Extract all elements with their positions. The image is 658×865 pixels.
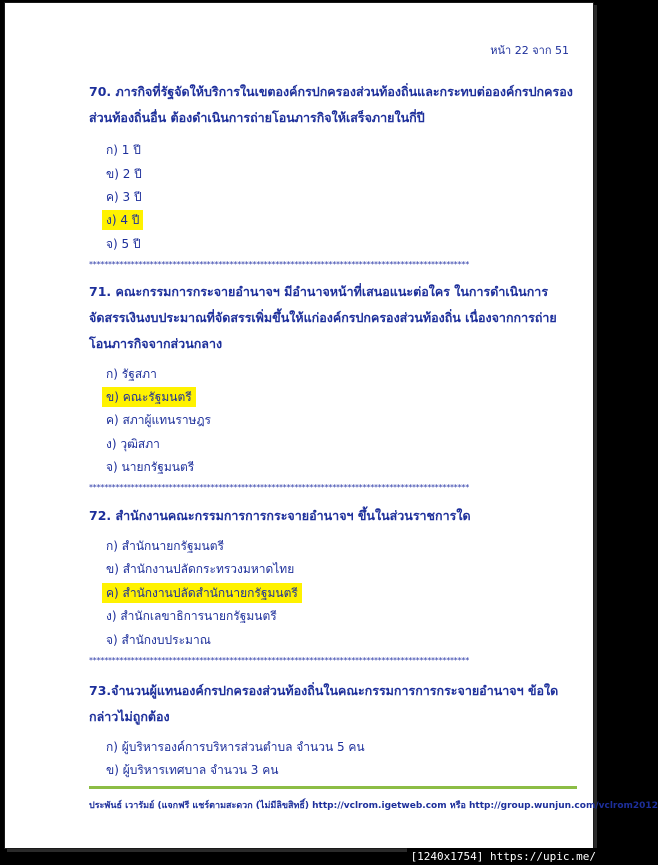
separator-1: **************************************************************************************************** [89,260,470,269]
page-number: หน้า 22 จาก 51 [490,44,569,57]
q71-option-d: ง) วุฒิสภา [106,437,160,451]
question-71: 71. คณะกรรมการกระจายอำนาจฯ มีอำนาจหน้าที่เสนอแนะต่อใคร ในการดำเนินการจัดสรรเงินงบประมาณที่จัดสรรเพิ่มขึ้นให้แก่องค์กรปกครองส่วนท้องถิ่น เนื่องจากการถ่ายโอนภารกิจจากส่วนกลาง [89,284,557,351]
q71-option-e: จ) นายกรัฐมนตรี [106,460,195,474]
q73-option-a: ก) ผู้บริหารองค์การบริหารส่วนตำบล จำนวน 5 คน [106,740,365,754]
question-70: 70. ภารกิจที่รัฐจัดให้บริการในเขตองค์กรปกครองส่วนท้องถิ่นและกระทบต่อองค์กรปกครองส่วนท้องถิ่นอื่น ต้องดำเนินการถ่ายโอนภารกิจให้เสร็จภายในกี่ปี [89,84,573,125]
document-page [4,2,658,849]
q72-option-b: ข) สำนักงานปลัดกระทรวงมหาดไทย [106,562,295,576]
question-73: 73.จำนวนผู้แทนองค์กรปกครองส่วนท้องถิ่นในคณะกรรมการการกระจายอำนาจฯ ข้อใดกล่าวไม่ถูกต้อง [89,683,559,724]
q70-option-c: ค) 3 ปี [106,190,142,204]
q72-option-e: จ) สำนักงบประมาณ [106,633,211,647]
footer-text: ประพันธ์ เวารัมย์ (แจกฟรี แชร์ตามสะดวก (ไม่มีลิขสิทธิ์) http://vclrom.igetweb.com หรือ http://group.wunjun.com/vclrom2012 [89,801,658,811]
q70-option-b: ข) 2 ปี [106,167,142,181]
q70-option-e: จ) 5 ปี [106,237,141,251]
question-72: 72. สำนักงานคณะกรรมการการกระจายอำนาจฯ ขึ้นในส่วนราชการใด [89,508,471,523]
separator-2: **************************************************************************************************** [89,483,470,492]
q72-option-c-answer: ค) สำนักงานปลัดสำนักนายกรัฐมนตรี [102,583,302,603]
image-size-badge: [1240x1754] https://upic.me/ [407,848,600,865]
footer-divider [89,786,577,789]
q71-option-b-answer: ข) คณะรัฐมนตรี [102,387,196,407]
q71-option-c: ค) สภาผู้แทนราษฎร [106,413,211,427]
q72-option-d: ง) สำนักเลขาธิการนายกรัฐมนตรี [106,609,277,623]
q71-option-a: ก) รัฐสภา [106,367,157,381]
q73-option-b: ข) ผู้บริหารเทศบาล จำนวน 3 คน [106,763,279,777]
q72-option-a: ก) สำนักนายกรัฐมนตรี [106,539,224,553]
q70-option-a: ก) 1 ปี [106,143,141,157]
separator-3: **************************************************************************************************** [89,656,470,665]
q70-option-d-answer: ง) 4 ปี [102,210,143,230]
